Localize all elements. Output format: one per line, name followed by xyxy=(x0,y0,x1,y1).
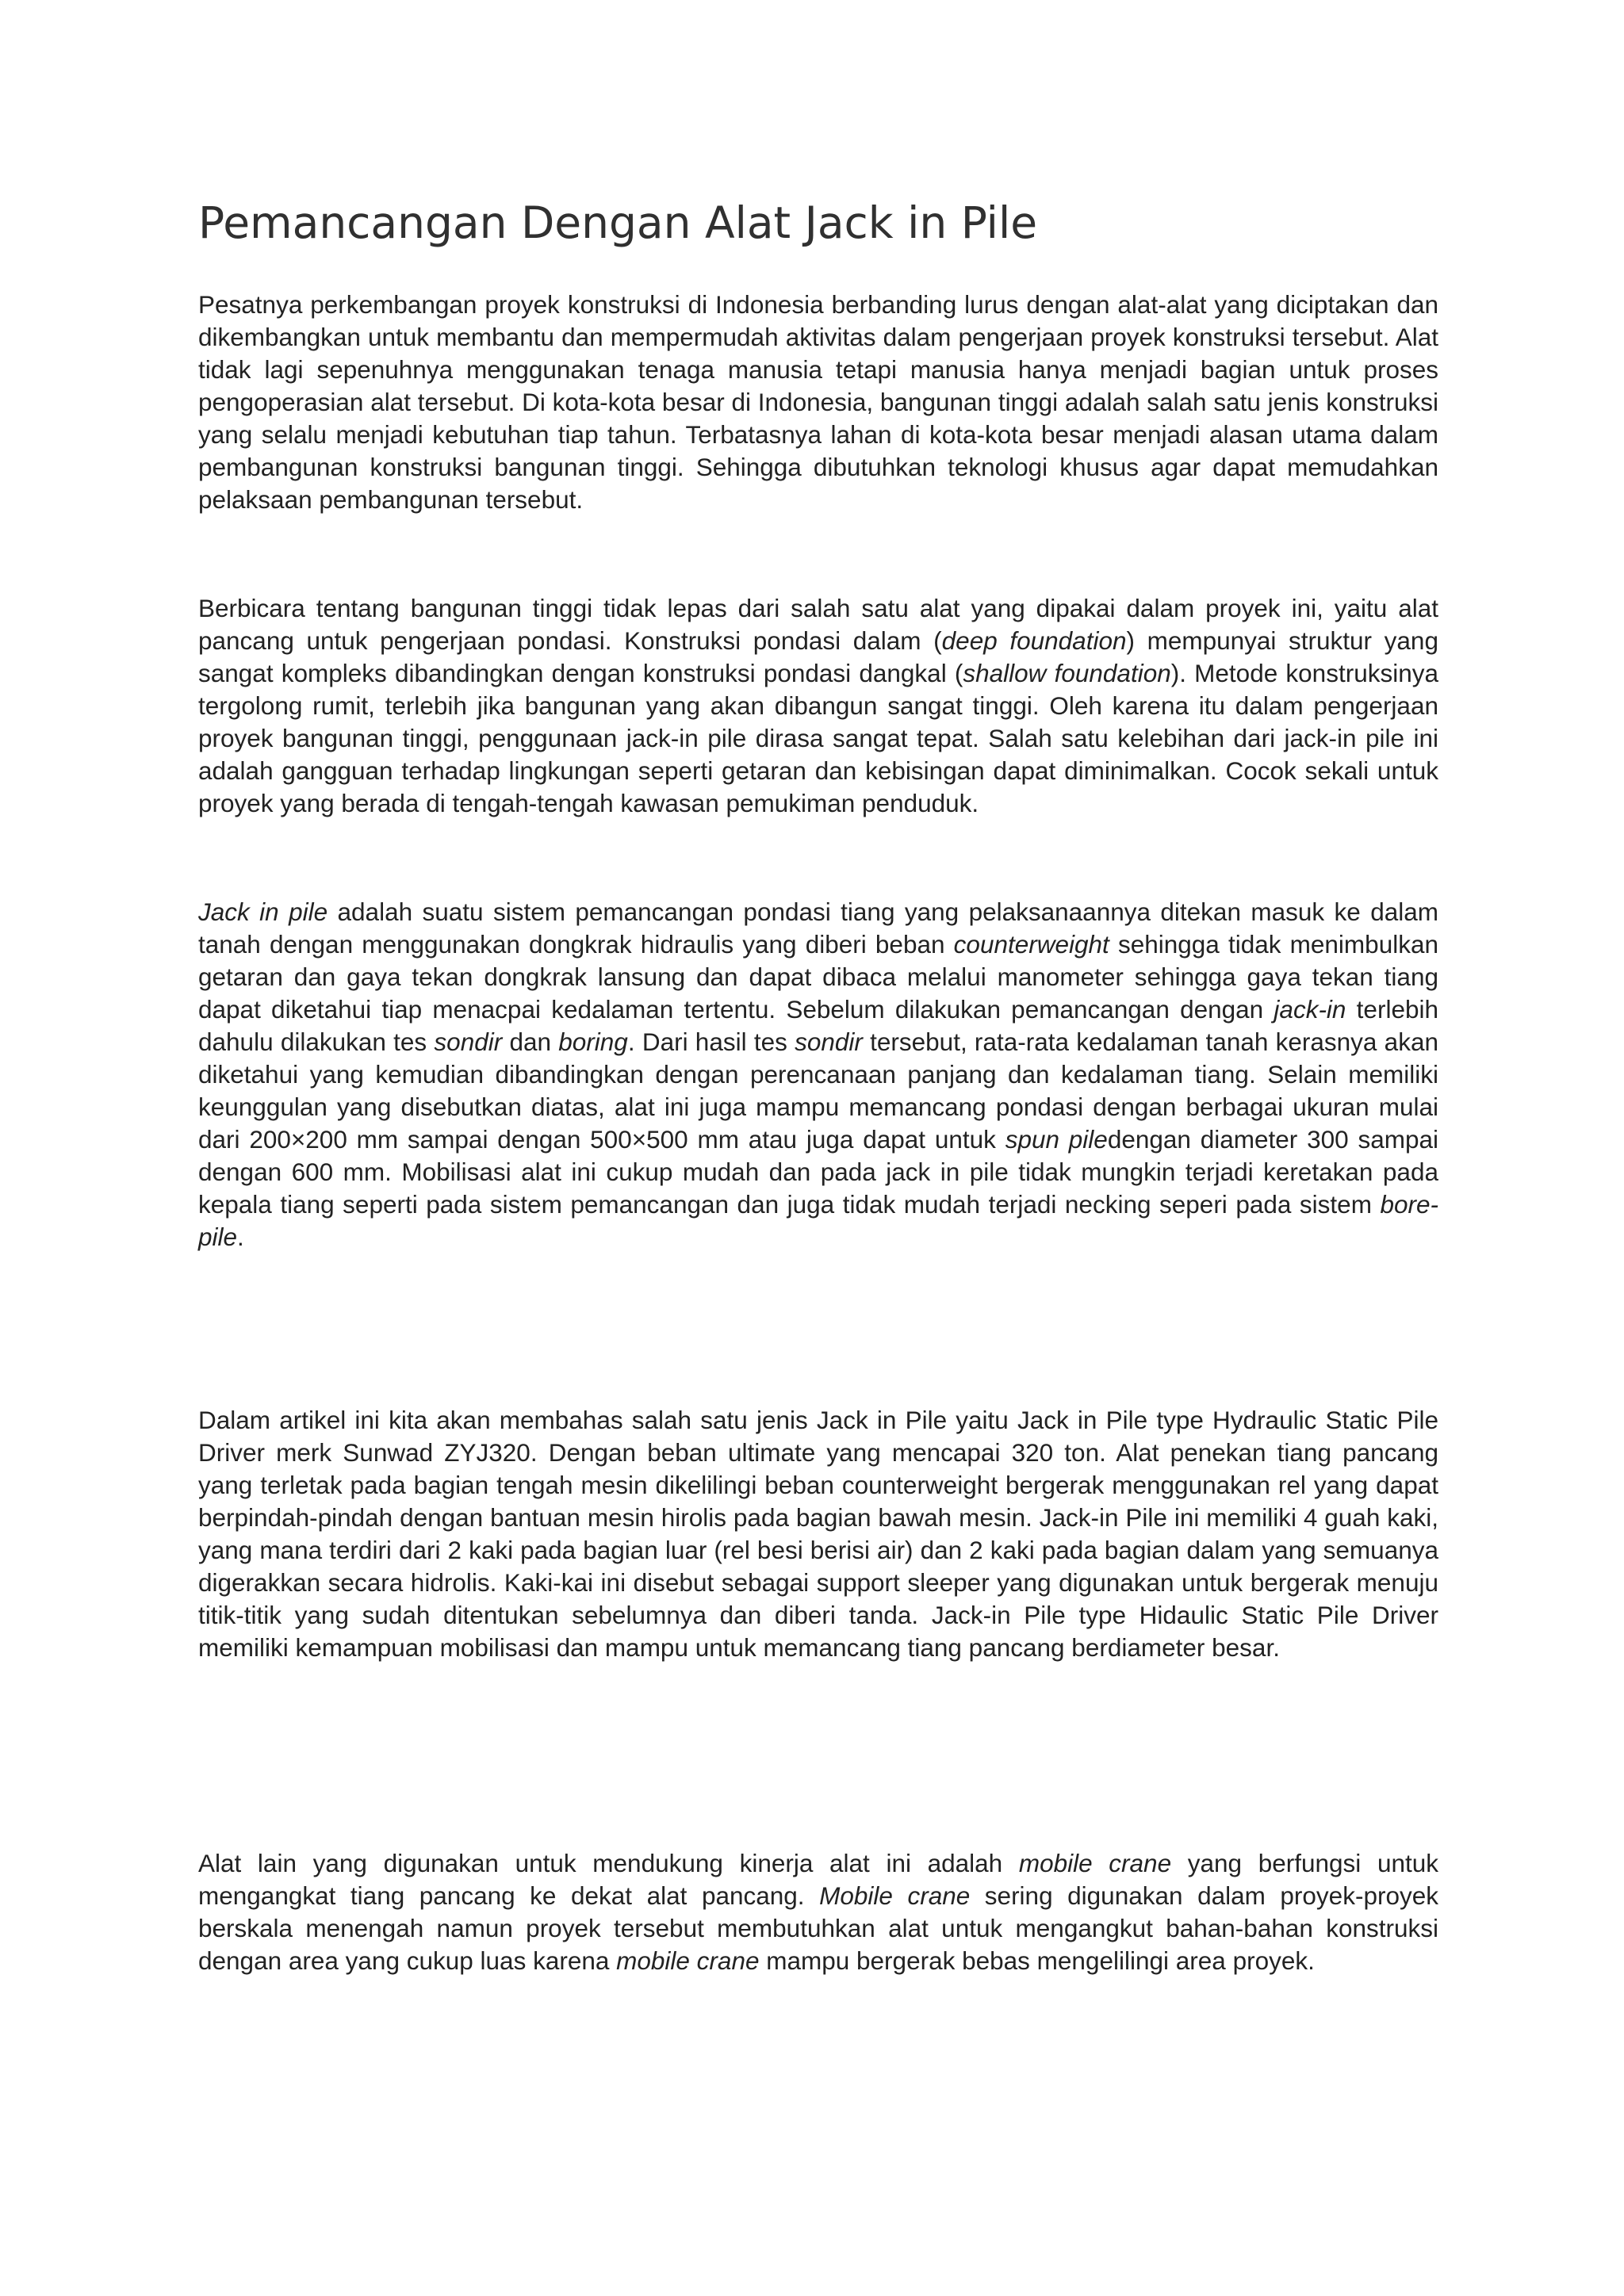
italic-term: mobile crane xyxy=(616,1946,760,1975)
text-run: tersebut, rata-rata kedalaman tanah kerasnya akan diketahui yang kemudian dibandingkan dengan perencanaan panjang dan kedalaman tiang. Selain memiliki keunggulan yang disebutkan diatas, alat ini juga mampu memancang pondasi dengan berbagai ukuran mulai dari 200×200 mm sampai dengan 500×500 mm atau juga dapat untuk xyxy=(198,1027,1438,1154)
text-run: Dalam artikel ini kita akan membahas salah satu jenis Jack in Pile yaitu Jack in Pile type Hydraulic Static Pile Driver merk Sunwad ZYJ320. Dengan beban ultimate yang mencapai 320 ton. Alat penekan tiang pancang yang terletak pada bagian tengah mesin dikelilingi beban counterweight bergerak menggunakan rel yang dapat berpindah-pindah dengan bantuan mesin hirolis pada bagian bawah mesin. Jack-in Pile ini memiliki 4 guah kaki, yang mana terdiri dari 2 kaki pada bagian luar (rel besi berisi air) dan 2 kaki pada bagian dalam yang semuanya digerakkan secara hidrolis. Kaki-kai ini disebut sebagai support sleeper yang digunakan untuk bergerak menuju titik-titik yang sudah ditentukan sebelumnya dan diberi tanda. Jack-in Pile type Hidaulic Static Pile Driver memiliki kemampuan mobilisasi dan mampu untuk memancang tiang pancang berdiameter besar. xyxy=(198,1406,1438,1662)
paragraph-3 xyxy=(198,896,1438,1253)
italic-term: sondir xyxy=(434,1027,503,1056)
italic-term: sondir xyxy=(795,1027,863,1056)
paragraph-5 xyxy=(198,1847,1438,1977)
text-run: yang berfungsi untuk mengangkat tiang pancang ke dekat alat pancang. xyxy=(198,1849,1439,1910)
italic-term: shallow foundation xyxy=(963,659,1171,687)
page-title: Pemancangan Dengan Alat Jack in Pile xyxy=(198,197,1038,248)
text-run: dan xyxy=(502,1027,559,1056)
italic-term: boring xyxy=(558,1027,628,1056)
italic-term: bore-pile xyxy=(198,1190,1438,1251)
text-run: sering digunakan dalam proyek-proyek berskala menengah namun proyek tersebut membutuhkan alat untuk mengangkut bahan-bahan konstruksi dengan area yang cukup luas karena xyxy=(198,1881,1438,1975)
text-run: . xyxy=(237,1223,244,1251)
italic-term: counterweight xyxy=(953,930,1109,959)
text-run: ) mempunyai struktur yang sangat kompleks dibandingkan dengan konstruksi pondasi dangkal ( xyxy=(198,626,1438,687)
text-run: sehingga tidak menimbulkan getaran dan gaya tekan dongkrak lansung dan dapat dibaca melalui manometer sehingga gaya tekan tiang dapat diketahui tiap menacpai kedalaman tertentu. Sebelum dilakukan pemancangan dengan xyxy=(198,930,1438,1024)
text-run: . Dari hasil tes xyxy=(627,1027,795,1056)
paragraph-1 xyxy=(198,289,1438,516)
text-run: Pesatnya perkembangan proyek konstruksi di Indonesia berbanding lurus dengan alat-alat yang diciptakan dan dikembangkan untuk membantu dan mempermudah aktivitas dalam pengerjaan proyek konstruksi tersebut. Alat tidak lagi sepenuhnya menggunakan tenaga manusia tetapi manusia hanya menjadi bagian untuk proses pengoperasian alat tersebut. Di kota-kota besar di Indonesia, bangunan tinggi adalah salah satu jenis konstruksi yang selalu menjadi kebutuhan tiap tahun. Terbatasnya lahan di kota-kota besar menjadi alasan utama dalam pembangunan konstruksi bangunan tinggi. Sehingga dibutuhkan teknologi khusus agar dapat memudahkan pelaksaan pembangunan tersebut. xyxy=(198,290,1438,514)
italic-term: deep foundation xyxy=(941,626,1127,655)
text-run: mampu bergerak bebas mengelilingi area proyek. xyxy=(759,1946,1315,1975)
paragraph-4 xyxy=(198,1404,1438,1664)
text-run: ). Metode konstruksinya tergolong rumit, terlebih jika bangunan yang akan dibangun sangat tinggi. Oleh karena itu dalam pengerjaan proyek bangunan tinggi, penggunaan jack-in pile dirasa sangat tepat. Salah satu kelebihan dari jack-in pile ini adalah gangguan terhadap lingkungan seperti getaran dan kebisingan dapat diminimalkan. Cocok sekali untuk proyek yang berada di tengah-tengah kawasan pemukiman penduduk. xyxy=(198,659,1438,817)
italic-term: mobile crane xyxy=(1018,1849,1172,1877)
italic-term: Jack in pile xyxy=(198,897,328,926)
italic-term: jack-in xyxy=(1274,995,1346,1024)
text-run: Berbicara tentang bangunan tinggi tidak lepas dari salah satu alat yang dipakai dalam proyek ini, yaitu alat pancang untuk pengerjaan pondasi. Konstruksi pondasi dalam ( xyxy=(198,594,1438,655)
italic-term: Mobile crane xyxy=(819,1881,971,1910)
italic-term: spun pile xyxy=(1005,1125,1108,1154)
text-run: terlebih dahulu dilakukan tes xyxy=(198,995,1438,1056)
text-run: dengan diameter 300 sampai dengan 600 mm. Mobilisasi alat ini cukup mudah dan pada jack in pile tidak mungkin terjadi keretakan pada kepala tiang seperti pada sistem pemancangan dan juga tidak mudah terjadi necking seperi pada sistem xyxy=(198,1125,1438,1219)
text-run: Alat lain yang digunakan untuk mendukung kinerja alat ini adalah xyxy=(198,1849,1019,1877)
paragraph-2 xyxy=(198,592,1438,820)
text-run: adalah suatu sistem pemancangan pondasi tiang yang pelaksanaannya ditekan masuk ke dalam tanah dengan menggunakan dongkrak hidraulis yang diberi beban xyxy=(198,897,1438,959)
